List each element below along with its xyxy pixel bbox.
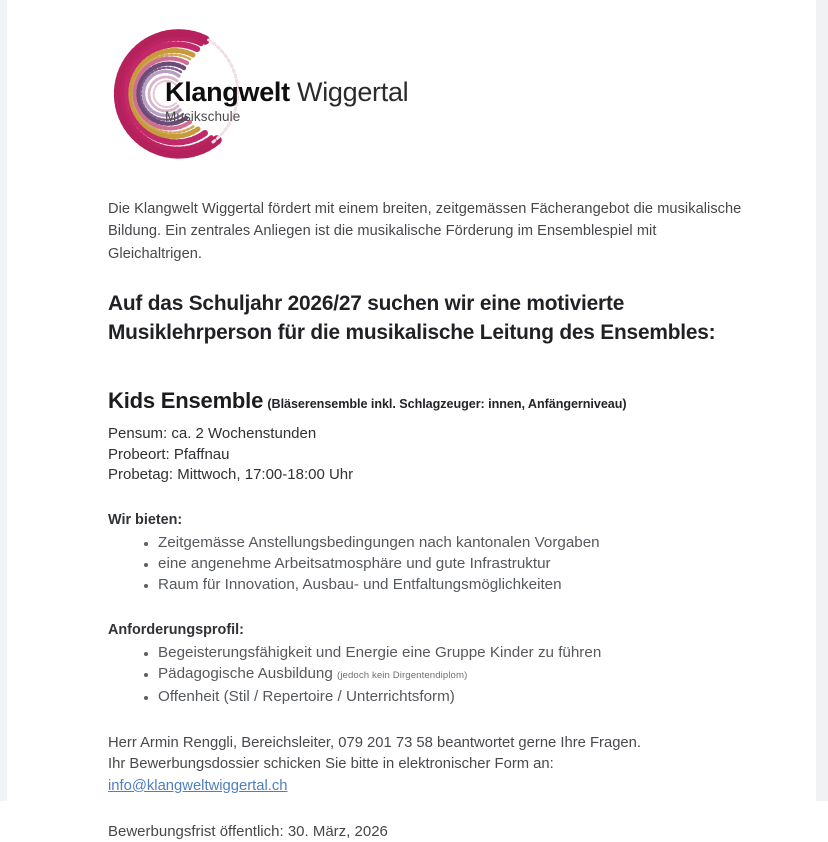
ensemble-title: Kids Ensemble [108,387,264,413]
offer-title: Wir bieten: [108,512,183,529]
requirement-text: Pädagogische Ausbildung [158,665,333,683]
requirement-note: (jedoch kein Dirgentendiplom) [337,670,468,682]
application-deadline: Bewerbungsfrist öffentlich: 30. März, 2026 [108,823,388,841]
document-body [108,198,748,842]
list-item [144,664,748,687]
ensemble-facts [108,424,748,486]
fact-probetag: Probetag: Mittwoch, 17:00-18:00 Uhr [108,466,354,484]
fact-pensum: Pensum: ca. 2 Wochenstunden [108,424,317,442]
ensemble-subtitle: (Bläserensemble inkl. Schlagzeuger: innen, Anfängerniveau) [267,396,627,411]
contact-line-1: Herr Armin Renggli, Bereichsleiter, 079 201 73 58 beantwortet gerne Ihre Fragen. [108,734,641,751]
fact-probeort: Probeort: Pfaffnau [108,445,230,463]
list-item: Offenheit (Stil / Repertoire / Unterrichtsform) [144,687,748,708]
contact-block [108,733,748,798]
list-item: Zeitgemässe Anstellungsbedingungen nach kantonalen Vorgaben [144,533,748,554]
ensemble-heading [108,387,748,414]
contact-email-link[interactable]: info@klangweltwiggertal.ch [108,777,288,794]
logo-name-light: Wiggertal [289,77,409,107]
offer-list [108,533,748,596]
list-item: Raum für Innovation, Ausbau- und Entfaltungsmöglichkeiten [144,575,748,596]
logo [101,22,409,172]
logo-subtitle: Musikschule [165,109,241,124]
offer-section [108,510,748,596]
job-headline: Auf das Schuljahr 2026/27 suchen wir eine motivierte Musiklehrperson für die musikalische Leitung des Ensembles: [108,290,716,344]
list-item: Begeisterungsfähigkeit und Energie eine Gruppe Kinder zu führen [144,643,748,664]
list-item: eine angenehme Arbeitsatmosphäre und gute Infrastruktur [144,554,748,575]
document-sheet [7,0,816,841]
page-left-gutter [0,0,7,801]
logo-wordmark [165,77,408,125]
logo-name-bold: Klangwelt [165,77,290,107]
page-right-gutter [816,0,828,801]
requirements-section [108,620,748,708]
intro-paragraph: Die Klangwelt Wiggertal fördert mit einem breiten, zeitgemässen Fächerangebot die musikalische Bildung. Ein zentrales Anliegen ist die musikalische Förderung im Ensemblespiel mit Gleichaltrigen. [108,201,742,262]
requirements-title: Anforderungsprofil: [108,622,244,639]
requirements-list [108,643,748,708]
contact-line-2: Ihr Bewerbungsdossier schicken Sie bitte in elektronischer Form an: [108,756,554,773]
